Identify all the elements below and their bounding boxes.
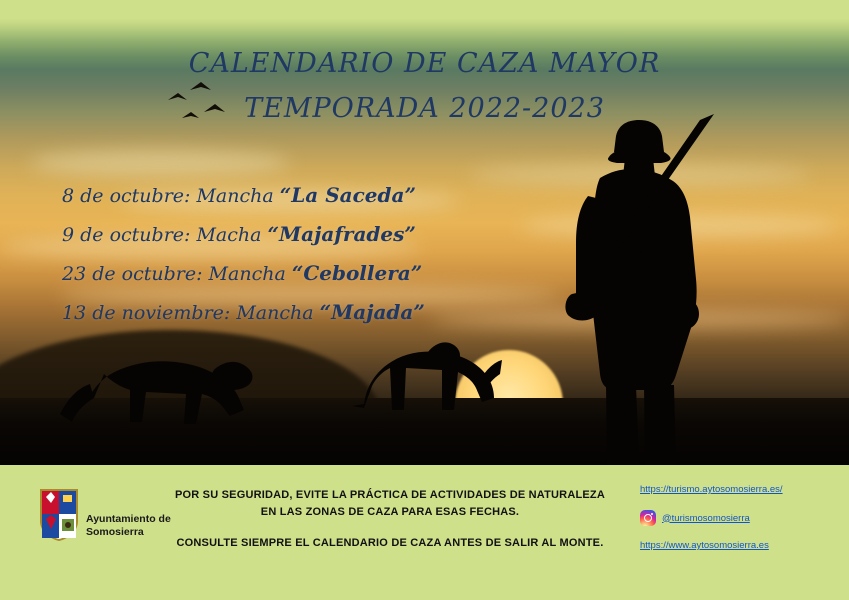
hunt-label: Macha (196, 224, 268, 246)
hunt-label: Mancha (236, 302, 320, 324)
safety-message-line-3: CONSULTE SIEMPRE EL CALENDARIO DE CAZA ANTES DE SALIR AL MONTE. (176, 537, 604, 549)
tourism-website-link[interactable]: https://turismo.aytosomosierra.es/ (640, 484, 783, 495)
title-line-2: TEMPORADA 2022-2023 (244, 93, 605, 124)
dog-left-silhouette (60, 361, 253, 424)
hunter-silhouette (565, 114, 714, 465)
hunt-label: Mancha (208, 263, 292, 285)
instagram-handle[interactable]: @turismosomosierra (662, 512, 750, 524)
instagram-row[interactable] (640, 510, 840, 526)
safety-message-line-2: EN LAS ZONAS DE CAZA PARA ESAS FECHAS. (260, 506, 520, 518)
hunt-dates-list (62, 183, 532, 339)
entity-name (86, 513, 171, 539)
coat-of-arms-icon (40, 489, 78, 541)
footer (0, 465, 849, 600)
main-website-link[interactable]: https://www.aytosomosierra.es (640, 540, 769, 551)
safety-message-line-1: POR SU SEGURIDAD, EVITE LA PRÁCTICA DE ACTIVIDADES DE NATURALEZA (174, 489, 605, 501)
safety-message (160, 487, 620, 552)
hunt-label: Mancha (196, 185, 280, 207)
hunt-date: 13 de noviembre: (62, 302, 237, 324)
hunt-date: 9 de octubre: (62, 224, 197, 246)
hunt-mancha-name: “Cebollera” (291, 261, 423, 285)
title-line-1: CALENDARIO DE CAZA MAYOR (188, 48, 661, 79)
dog-right-silhouette (352, 342, 502, 410)
hunt-date-item (62, 222, 532, 246)
hunt-date: 23 de octubre: (62, 263, 209, 285)
hunt-mancha-name: “Majada” (319, 300, 425, 324)
hunt-mancha-name: “La Saceda” (279, 183, 416, 207)
links-block (640, 483, 840, 566)
instagram-icon (640, 510, 656, 526)
entity-line-2: Somosierra (86, 526, 144, 538)
hunt-mancha-name: “Majafrades” (267, 222, 416, 246)
hunt-date-item (62, 261, 532, 285)
poster-title (0, 48, 849, 124)
hunt-date-item (62, 183, 532, 207)
entity-line-1: Ayuntamiento de (86, 513, 171, 525)
hunt-date: 8 de octubre: (62, 185, 197, 207)
hunt-date-item (62, 300, 532, 324)
